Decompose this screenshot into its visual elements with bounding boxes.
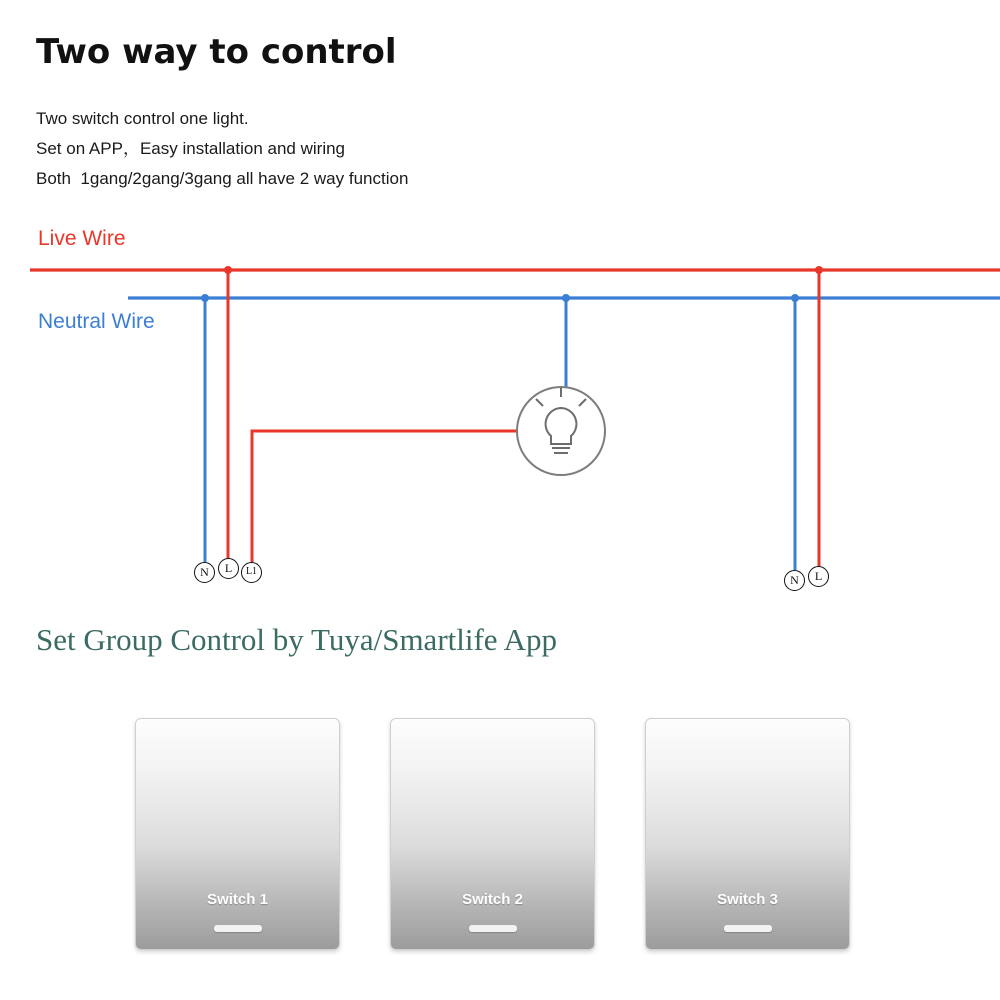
junction-dot-neutral-lamp [562,294,570,302]
junction-dot-live-left [224,266,232,274]
live-wire-label: Live Wire [38,227,126,250]
switch-panel-2-label: Switch 2 [462,891,523,908]
light-bulb-icon [517,387,605,475]
wiring-svg [0,210,1000,610]
page-title: Two way to control [36,32,397,72]
switch-panel-3[interactable] [645,718,850,950]
feature-line-2: Set on APP，Easy installation and wiring [36,139,346,158]
switch-gallery [0,718,1000,968]
switch-panel-1-label: Switch 1 [207,891,268,908]
switch-panel-2-indicator [469,925,517,932]
feature-line-1: Two switch control one light. [36,109,249,128]
terminal-right-n: N [784,570,805,591]
terminal-left-l1: L1 [241,562,262,583]
terminal-left-n: N [194,562,215,583]
junction-dot-neutral-right [791,294,799,302]
terminal-left-l: L [218,558,239,579]
terminal-right-l: L [808,566,829,587]
feature-list [36,104,408,194]
switch-panel-3-indicator [724,925,772,932]
switch-panel-1-indicator [214,925,262,932]
junction-dot-neutral-left [201,294,209,302]
junction-dot-live-right [815,266,823,274]
switch-panel-3-label: Switch 3 [717,891,778,908]
left-l1-to-lamp [252,431,555,562]
wiring-diagram [0,210,1000,610]
switch-panel-1[interactable] [135,718,340,950]
feature-line-3: Both 1gang/2gang/3gang all have 2 way function [36,169,409,188]
neutral-wire-label: Neutral Wire [38,310,155,333]
switch-panel-2[interactable] [390,718,595,950]
group-control-title: Set Group Control by Tuya/Smartlife App [36,622,557,657]
